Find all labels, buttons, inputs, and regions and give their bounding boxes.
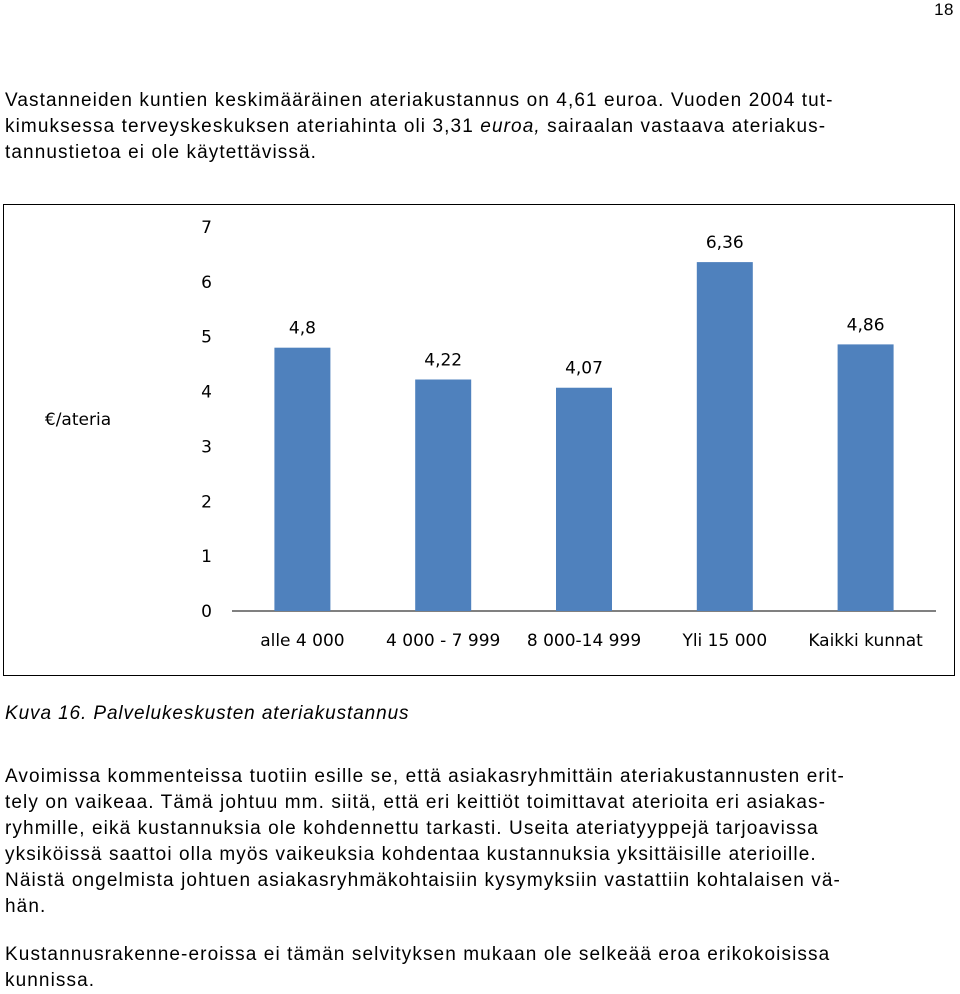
body2-line-2: kunnissa. [5, 970, 96, 991]
data-labels [289, 233, 885, 379]
intro-italic-euroa: euroa, [480, 116, 541, 137]
intro-line-2-end: sairaalan vastaava ateriakus- [540, 116, 827, 137]
category-label: alle 4 000 [260, 631, 345, 651]
body1-line-3: ryhmille, eikä kustannuksia ole kohdennettu tarkasti. Useita ateriatyyppejä tarjoavissa [5, 818, 819, 839]
intro-line-3: tannustietoa ei ole käytettävissä. [5, 142, 318, 163]
body1-line-2: tely on vaikeaa. Tämä johtuu mm. siitä, että eri keittiöt toimittavat aterioita eri asiakas- [5, 792, 827, 813]
bar [697, 262, 753, 611]
data-label: 4,07 [565, 358, 603, 379]
category-labels [260, 631, 923, 651]
intro-line-1: Vastanneiden kuntien keskimääräinen ateriakustannus on 4,61 euroa. Vuoden 2004 tut- [5, 90, 834, 111]
body1-line-6: hän. [5, 896, 47, 917]
data-label: 4,86 [846, 315, 885, 336]
bar [415, 380, 471, 611]
y-ticks [201, 218, 212, 622]
intro-paragraph [5, 88, 955, 166]
category-label: Yli 15 000 [682, 631, 768, 651]
y-tick-label: 7 [201, 218, 212, 238]
y-tick-label: 3 [201, 437, 212, 458]
category-label: 8 000-14 999 [526, 631, 642, 651]
body1-line-5: Näistä ongelmista johtuen asiakasryhmäkohtaisiin kysymyksiin vastattiin kohtalaisen vä- [5, 870, 841, 891]
intro-line-2-start: kimuksessa terveyskeskuksen ateriahinta oli 3,31 [5, 116, 481, 137]
bar-chart [3, 204, 955, 676]
body1-line-1: Avoimissa kommenteissa tuotiin esille se, että asiakasryhmittäin ateriakustannusten erit- [5, 766, 845, 787]
body2-line-1: Kustannusrakenne-eroissa ei tämän selvityksen mukaan ole selkeää eroa erikokoisissa [5, 944, 831, 965]
category-label: 4 000 - 7 999 [386, 631, 501, 651]
y-tick-label: 0 [201, 602, 212, 622]
data-label: 4,8 [288, 318, 316, 339]
bar [838, 344, 894, 611]
y-tick-label: 4 [201, 382, 212, 403]
bar [556, 388, 612, 611]
y-tick-label: 1 [201, 547, 212, 568]
bar [274, 348, 330, 611]
category-label: Kaikki kunnat [808, 631, 923, 651]
y-tick-label: 5 [201, 327, 212, 348]
data-label: 4,22 [424, 350, 463, 371]
chart-svg [4, 205, 954, 675]
y-axis-title: €/ateria [44, 410, 112, 430]
intro-line-2 [5, 114, 955, 140]
body-paragraph-2 [5, 942, 955, 994]
page-number: 18 [934, 0, 954, 19]
y-tick-label: 6 [201, 272, 212, 293]
figure-caption: Kuva 16. Palvelukeskusten ateriakustannus [5, 703, 410, 724]
bars [274, 262, 893, 611]
y-tick-label: 2 [201, 492, 212, 513]
body1-line-4: yksiköissä saattoi olla myös vaikeuksia kohdentaa kustannuksia yksittäisille aterioille. [5, 844, 817, 865]
body-paragraph-1 [5, 764, 955, 920]
data-label: 6,36 [705, 233, 744, 254]
